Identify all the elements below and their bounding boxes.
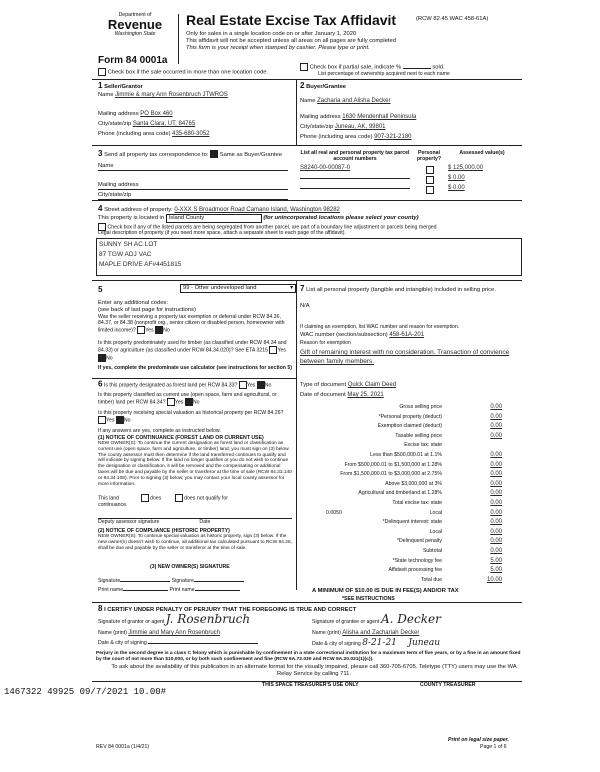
street-address-row: 4 Street address of property: 0-XXX S Broadmoor Road Camano Island, Washington 98282	[98, 204, 340, 213]
timber-question: Is this property predominately used for timber (as classified under RCW 84.34 and 84.33) or agriculture (as classified under RCW 84.34.020)? See ETA 3215 Yes No	[98, 340, 287, 362]
dept-state: Washington State	[114, 31, 156, 38]
tax-value[interactable]: 0.00	[490, 480, 502, 487]
buyer-city[interactable]: Juneau, AK, 99801	[334, 124, 386, 130]
parcel-number[interactable]: S8240-00-00087-0	[300, 165, 351, 171]
top-rule	[92, 79, 522, 80]
tax-value[interactable]: 0.00	[490, 519, 502, 526]
doc-date-row: Date of document May 25, 2021	[300, 392, 384, 398]
assessed-value-header: Assessed value(s)	[459, 150, 505, 156]
forest-no-checkbox[interactable]	[257, 381, 265, 389]
list-percentage-note: List percentage of ownership acquired next to each name	[318, 71, 450, 77]
tax-row: 0.0050 Local 0.00	[326, 509, 502, 516]
seller-heading: 1 Seller/Grantor	[98, 81, 143, 90]
land-use-value: 99 - Other undeveloped land	[183, 285, 257, 291]
doc-type-row: Type of document Quick Claim Deed	[300, 382, 397, 388]
grantee-name[interactable]: Alisha and Zachariah Decker	[342, 630, 420, 636]
buyer-mailing-row: Mailing address 1630 Mendenhall Peninsula	[300, 114, 417, 120]
buyer-heading: 2 Buyer/Grantee	[300, 81, 347, 90]
new-owner-sig-row: Signature Signature	[98, 578, 292, 584]
legal-line: 87 TGW ADJ VAC	[99, 251, 152, 258]
tax-row: Exemption claimed (deduct) 0.00	[377, 423, 502, 430]
see-instructions: *SEE INSTRUCTIONS	[342, 596, 395, 602]
header-note-3: This form is your receipt when stamped by cashier. Please type or print.	[186, 45, 370, 51]
tax-value[interactable]: 0.00	[490, 499, 502, 506]
new-owner-signature-heading: (3) NEW OWNER(S) SIGNATURE	[150, 564, 230, 570]
parcel-row	[300, 165, 522, 175]
see-back: (see back of last page for instructions)	[98, 307, 196, 313]
additional-codes: Enter any additional codes:	[98, 300, 168, 306]
seller-city[interactable]: Santa Clara, UT, 84765	[132, 121, 196, 127]
tax-row: From $1,500,000.01 to $3,000,000 at 2.75% 0.00	[340, 471, 502, 478]
tax-row: Agricultural and timberland at 1.28% 0.00	[358, 490, 502, 497]
does-checkbox[interactable]	[141, 494, 149, 502]
tax-row: *Delinquent penalty 0.00	[397, 538, 502, 545]
doc-date[interactable]: May 25, 2021	[347, 392, 384, 398]
grantee-city[interactable]: Juneau	[408, 638, 441, 648]
parcel-rows	[300, 165, 522, 195]
grantor-name-row: Name (print) Jimmie and Mary Ann Rosenbruch	[98, 630, 220, 636]
tax-value[interactable]: 0.00	[490, 528, 502, 535]
timber-no-checkbox[interactable]	[98, 354, 106, 362]
rev-number: REV 84 0001a (1/4/21)	[96, 744, 150, 750]
grantee-signature[interactable]: A. Decker	[380, 612, 441, 626]
certify: 8 I CERTIFY UNDER PENALTY OF PERJURY THAT THE FOREGOING IS TRUE AND CORRECT	[98, 604, 357, 613]
form-citation: (RCW 82.45 WAC 458-61A)	[416, 16, 489, 22]
section5-rule	[92, 280, 522, 281]
seller-city-row: City/state/zip Santa Clara, UT, 84765	[98, 121, 196, 127]
accessibility-notice: To ask about the availability of this publication in an alternate format for the visually impaired, please call 360-705-6705. Teletype (TTY) users may use the WA Relay Service by calling 711.	[111, 664, 517, 677]
legal-size-note: Print on legal size paper.	[448, 737, 509, 743]
header-note-2: This affidavit will not be accepted unless all areas on all pages are fully completed	[186, 38, 396, 44]
tax-value[interactable]: 0.00	[490, 490, 502, 497]
historic-no-checkbox[interactable]	[116, 416, 124, 424]
wac-row: WAC number (section/subsection) 458-61A-201	[300, 332, 425, 338]
tax-value[interactable]: 0.00	[490, 423, 502, 430]
chevron-down-icon: ▾	[290, 285, 293, 291]
grantor-date-row: Date & city of signing	[98, 640, 298, 646]
forest-question: 6 Is this property designated as forest land per RCW 84.33? Yes No	[98, 379, 272, 389]
sold-label: sold.	[432, 64, 445, 71]
tax-value[interactable]: 0.00	[490, 451, 502, 458]
section5-number: 5	[98, 285, 103, 294]
seller-name[interactable]: Jimmie & mary Ann Rosenbruch JTWROS	[115, 92, 228, 98]
dept-line: Department of	[118, 12, 152, 18]
personal-property-label: 7 List all personal property (tangible and intangible) included in selling price.	[300, 284, 496, 293]
mid-divider-top	[296, 79, 297, 145]
buyer-city-row: City/state/zip Juneau, AK, 99801	[300, 124, 386, 130]
does-not-checkbox[interactable]	[175, 494, 183, 502]
personal-property-header: Personal property?	[416, 150, 442, 163]
located-in-row: This property is located in Island County (for unincorporated locations please select your county)	[98, 215, 419, 221]
tax-row: Affidavit processing fee 5.00	[388, 567, 502, 574]
buyer-phone[interactable]: 907-321-2180	[374, 134, 412, 140]
buyer-name-row: Name Zacharia and Alisha Decker	[300, 98, 391, 104]
header-divider	[178, 14, 179, 64]
legal-description-box[interactable]	[96, 238, 522, 276]
dor-logo	[98, 12, 172, 37]
tax-value[interactable]: 0.00	[490, 404, 502, 410]
parcel-header: List all real and personal property tax parcel account numbers	[300, 150, 410, 163]
tax-row: Local 0.00	[429, 528, 502, 535]
tax-row: Less than $500,000.01 at 1.1% 0.00	[370, 451, 502, 458]
grantor-name[interactable]: Jimmie and Mary Ann Rosenbruch	[128, 630, 220, 636]
notice2-title: (2) NOTICE OF COMPLIANCE (HISTORIC PROPERTY)	[98, 528, 230, 534]
seller-mailing[interactable]: PO Box 460	[140, 111, 173, 117]
buyer-mailing[interactable]: 1630 Mendenhall Peninsula	[342, 114, 417, 120]
location-checkbox-label: Check box if the sale occurred in more than one location code.	[107, 69, 269, 76]
grantee-sig-row: Signature of grantee or agent A. Decker	[312, 612, 441, 626]
s3-name-row: Name	[98, 163, 288, 171]
county-select[interactable]: Island County	[166, 214, 262, 223]
tax-row: Total due 10.00	[420, 576, 502, 583]
notice1-body: NEW OWNER(S): To continue the current designation as forest land or classification as current use (open space, farm and agriculture, or timber) land, you must sign on (3) below. The county assessor must then determine if the land transferred continues to qualify and will indicate by signing below. If the land no longer qualifies or you do not wish to continue the designation or classification, it will be removed and the compensating or additional taxes will be due and payable by the seller or transferor at the time of sale (RCW 84.33.140 or 84.34.108). Prior to signing (3) below, you may contact your local county assessor for more information.	[98, 441, 292, 487]
deputy-row: Deputy assessor signature Date	[98, 518, 292, 525]
assessed-value[interactable]: $ 0.00	[448, 175, 465, 181]
treasurer-use: THIS SPACE TREASURER'S USE ONLY	[262, 682, 359, 688]
county-treasurer: COUNTY TREASURER	[420, 682, 476, 688]
minimum-due: A MINIMUM OF $10.00 IS DUE IN FEE(S) AND/OR TAX	[312, 588, 459, 594]
forest-yes-checkbox[interactable]	[239, 381, 247, 389]
current-use-yes-checkbox[interactable]	[167, 398, 175, 406]
tax-row: *State technology fee 5.00	[392, 557, 502, 564]
seller-phone-row: Phone (including area code) 435-680-3052	[98, 131, 210, 137]
timber-note: If yes, complete the predominate use calculator (see instructions for section 5)	[98, 365, 293, 371]
location-checkbox[interactable]	[98, 68, 106, 76]
grantee-date-row: Date & city of signing 8-21-21 Juneau	[312, 638, 441, 648]
personal-property-checkbox[interactable]	[426, 166, 434, 174]
street-address[interactable]: 0-XXX S Broadmoor Road Camano Island, Washington 98282	[174, 207, 340, 213]
tax-value[interactable]: 0.00	[490, 509, 502, 516]
parcel-row	[300, 185, 522, 195]
tax-value[interactable]: 0.00	[490, 432, 502, 439]
deferral-no-checkbox[interactable]	[155, 326, 163, 334]
tax-value[interactable]: 5.00	[490, 557, 502, 564]
legal-line: MAPLE DRIVE AF#4451815	[99, 261, 182, 268]
exemption-reason[interactable]: Gift of remaining interest with no consideration. Transaction of convience between family members.	[300, 349, 510, 365]
grantor-sig-row: Signature of grantor or agent J. Rosenbruch	[98, 612, 251, 626]
legal-line: SUNNY SH AC LOT	[99, 241, 158, 248]
assessed-value[interactable]: $ 0.00	[448, 185, 465, 191]
this-land-row: This land does does not qualify for continuance.	[98, 495, 228, 508]
section8-rule	[92, 602, 522, 603]
seller-name-row: Name Jimmie & mary Ann Rosenbruch JTWROS	[98, 92, 228, 98]
parcel-row	[300, 175, 522, 185]
wac-number[interactable]: 458-61A-201	[389, 332, 425, 338]
buyer-name[interactable]: Zacharia and Alisha Decker	[317, 98, 391, 104]
segregated-row: Check box if any of the listed parcels are being segregated from another parcel, are part of a boundary line adjustment or parcels being merged	[98, 223, 522, 231]
if-any-yes: If any answers are yes, complete as instructed below.	[98, 428, 221, 434]
personal-property-value[interactable]: N/A	[300, 303, 310, 309]
s3-city-row: City/state/zip	[98, 192, 288, 200]
legal-description-label: Legal description of property (if you need more space, attach a separate sheet to each page of the affidavit).	[98, 230, 346, 236]
buyer-phone-row: Phone (including area code) 907-321-2180	[300, 134, 412, 140]
same-as-buyer-label: Same as Buyer/Grantee	[219, 152, 282, 158]
historic-question: Is this property receiving special valuation as historical property per RCW 84.26? Yes No	[98, 410, 284, 424]
tax-value[interactable]: 5.00	[490, 567, 502, 574]
seller-mailing-row: Mailing address PO Box 460	[98, 111, 173, 117]
grantee-name-row: Name (print) Alisha and Zachariah Decker	[312, 630, 420, 636]
deferral-question: Was the seller receiving a property tax exemption or deferral under RCW 84.36, 84.37, or 84.38 (nonprofit org., senior citizen or disabled person, homeowner with limited income)? Yes No	[98, 314, 285, 334]
tax-row: Excise tax: state	[404, 442, 442, 449]
section6-rule	[92, 378, 296, 379]
partial-sale-label: Check box if partial sale, indicate %	[309, 64, 402, 71]
personal-property-checkbox[interactable]	[426, 176, 434, 184]
section3-rule	[92, 145, 522, 146]
tax-row: Gross selling price 0.00	[399, 404, 502, 410]
mid-divider	[296, 280, 297, 590]
reason-label: Reason for exemption	[300, 340, 351, 346]
tax-calculation	[300, 404, 522, 586]
personal-property-checkbox[interactable]	[426, 186, 434, 194]
more-than-one-location[interactable]	[98, 68, 268, 77]
current-use-no-checkbox[interactable]	[185, 398, 193, 406]
tax-row: *Delinquent interest: state 0.00	[382, 519, 502, 526]
tax-row: From $500,000.01 to $1,500,000 at 1.28% 0.00	[344, 461, 502, 468]
tax-value[interactable]: 0.00	[490, 538, 502, 545]
notice2-body: NEW OWNER(S): To continue special valuation as historic property, sign (3) below. If the new owner(s) doesn't wish to continue, all additional tax calculated pursuant to RCW 84.26, shall be due and payable by the seller or transferor at the time of sale.	[98, 534, 292, 551]
tax-value[interactable]: 0.00	[490, 461, 502, 468]
page-number: Page 1 of 6	[480, 744, 507, 750]
section4-rule	[92, 200, 522, 201]
same-as-buyer-checkbox[interactable]	[210, 150, 218, 158]
correspondence-label: 3 Send all property tax correspondence to: Same as Buyer/Grantee	[98, 149, 282, 158]
treasurer-stamp: 1467322 49925 09/7/2021 10.00#	[4, 687, 167, 697]
form-number: Form 84 0001a	[98, 55, 168, 66]
dept-revenue: Revenue	[107, 17, 163, 33]
notice1-title: (1) NOTICE OF CONTINUANCE (FOREST LAND OR CURRENT USE)	[98, 435, 264, 441]
form-title: Real Estate Excise Tax Affidavit	[186, 12, 397, 28]
tax-row: Total excise tax: state 0.00	[392, 499, 502, 506]
grantor-signature[interactable]: J. Rosenbruch	[165, 612, 251, 626]
assessed-value[interactable]: $ 125,000.00	[448, 165, 484, 171]
doc-type[interactable]: Quick Claim Deed	[347, 382, 397, 388]
perjury-notice: Perjury in the second degree is a class C felony which is punishable by confinement in a state correctional institution for a maximum term of five years, or by a fine in an amount fixed by the court of not more than $10,000, or by both such confinement and fine (RCW 9A.72.030 and RCW 9A.20.021(1)(c)).	[96, 651, 521, 662]
tax-value[interactable]: 10.00	[486, 576, 502, 583]
tax-row: *Personal property (deduct) 0.00	[378, 413, 502, 420]
new-owner-print-row: Print name Print name	[98, 587, 292, 593]
tax-value[interactable]: 0.00	[490, 471, 502, 478]
tax-value[interactable]: 0.00	[490, 547, 502, 554]
grantee-date[interactable]: 8-21-21	[362, 638, 397, 648]
tax-row: Subtotal 0.00	[422, 547, 502, 554]
header-note-1: Only for sales in a single location code on or after January 1, 2020	[186, 31, 357, 37]
historic-yes-checkbox[interactable]	[98, 416, 106, 424]
partial-sale-checkbox[interactable]	[300, 63, 308, 71]
tax-value[interactable]: 0.00	[490, 413, 502, 420]
seller-phone[interactable]: 435-680-3052	[172, 131, 210, 137]
land-use-select[interactable]	[180, 284, 296, 293]
current-use-question: Is this property classified as current use (open space, farm and agricultural, or timber) land per RCW 84.34? Yes No	[98, 392, 277, 406]
tax-row: Above $3,000,000 at 3% 0.00	[385, 480, 502, 487]
s3-mailing-row: Mailing address	[98, 182, 288, 190]
tax-row: Taxable selling price 0.00	[395, 432, 502, 439]
exemption-label: If claiming an exemption, list WAC number and reason for exemption.	[300, 324, 460, 330]
unincorporated-note: (for unincorporated locations please select your county)	[263, 215, 419, 221]
